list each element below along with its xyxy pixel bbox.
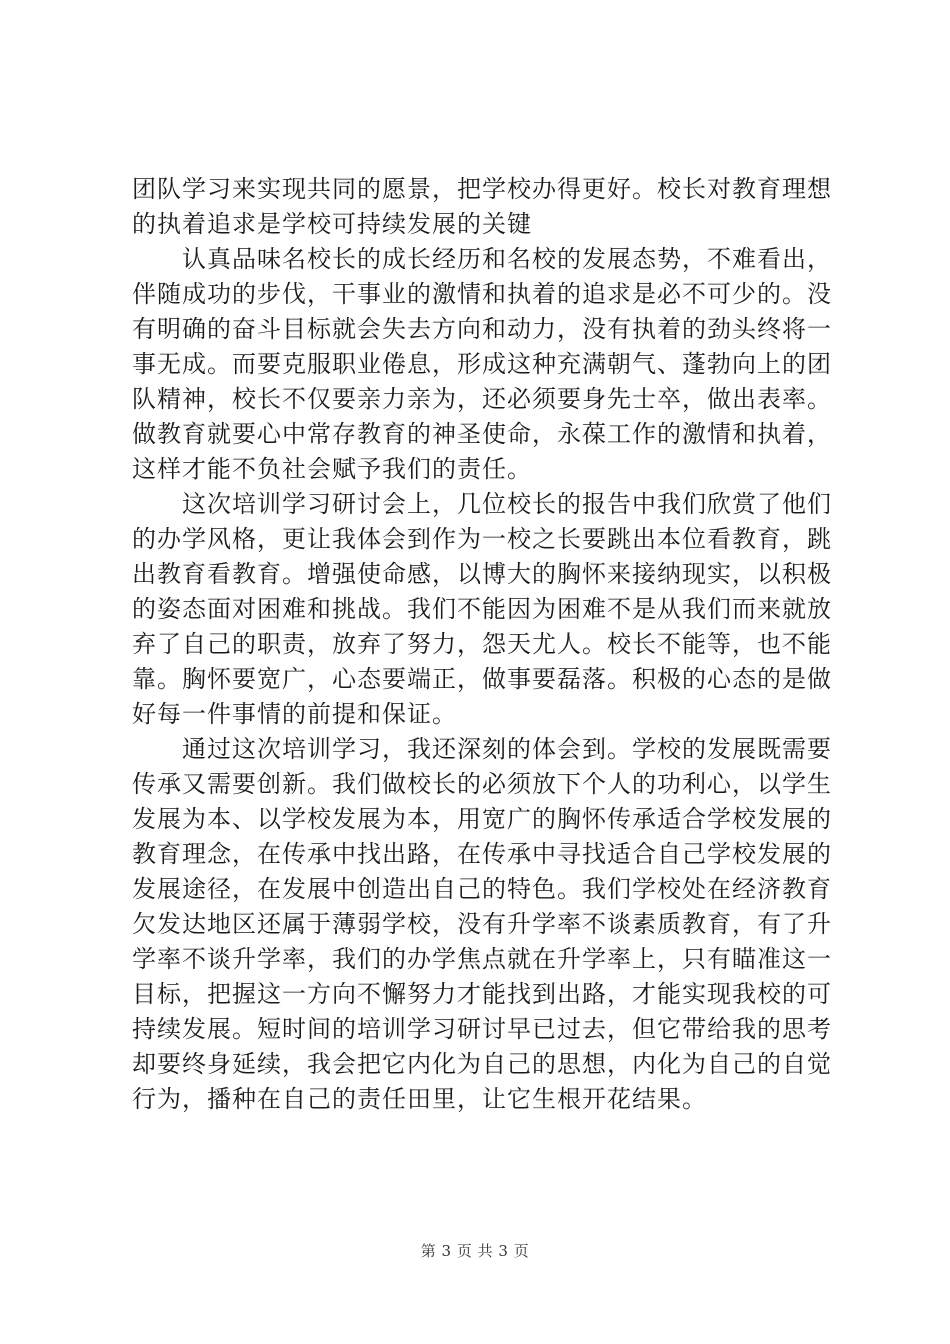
page-footer: 第 3 页 共 3 页 <box>420 1242 530 1260</box>
paragraph: 团队学习来实现共同的愿景，把学校办得更好。校长对教育理想的执着追求是学校可持续发展的关键 <box>132 175 832 238</box>
paragraph: 通过这次培训学习，我还深刻的体会到。学校的发展既需要传承又需要创新。我们做校长的必须放下个人的功利心，以学生发展为本、以学校发展为本，用宽广的胸怀传承适合学校发展的教育理念，在传承中找出路，在传承中寻找适合自己学校发展的发展途径，在发展中创造出自己的特色。我们学校处在经济教育欠发达地区还属于薄弱学校，没有升学率不谈素质教育，有了升学率不谈升学率，我们的办学焦点就在升学率上，只有瞄准这一目标，把握这一方向不懈努力才能找到出路，才能实现我校的可持续发展。短时间的培训学习研讨早已过去，但它带给我的思考却要终身延续，我会把它内化为自己的思想，内化为自己的自觉行为，播种在自己的责任田里，让它生根开花结果。 <box>132 735 832 1113</box>
document-body <box>132 172 832 1117</box>
paragraph: 认真品味名校长的成长经历和名校的发展态势，不难看出，伴随成功的步伐，干事业的激情和执着的追求是必不可少的。没有明确的奋斗目标就会失去方向和动力，没有执着的劲头终将一事无成。而要克服职业倦息，形成这种充满朝气、蓬勃向上的团队精神，校长不仅要亲力亲为，还必须要身先士卒，做出表率。做教育就要心中常存教育的神圣使命，永葆工作的激情和执着，这样才能不负社会赋予我们的责任。 <box>132 245 832 483</box>
paragraph: 这次培训学习研讨会上，几位校长的报告中我们欣赏了他们的办学风格，更让我体会到作为一校之长要跳出本位看教育，跳出教育看教育。增强使命感，以博大的胸怀来接纳现实，以积极的姿态面对困难和挑战。我们不能因为困难不是从我们而来就放弃了自己的职责，放弃了努力，怨天尤人。校长不能等，也不能靠。胸怀要宽广，心态要端正，做事要磊落。积极的心态的是做好每一件事情的前提和保证。 <box>132 490 832 728</box>
